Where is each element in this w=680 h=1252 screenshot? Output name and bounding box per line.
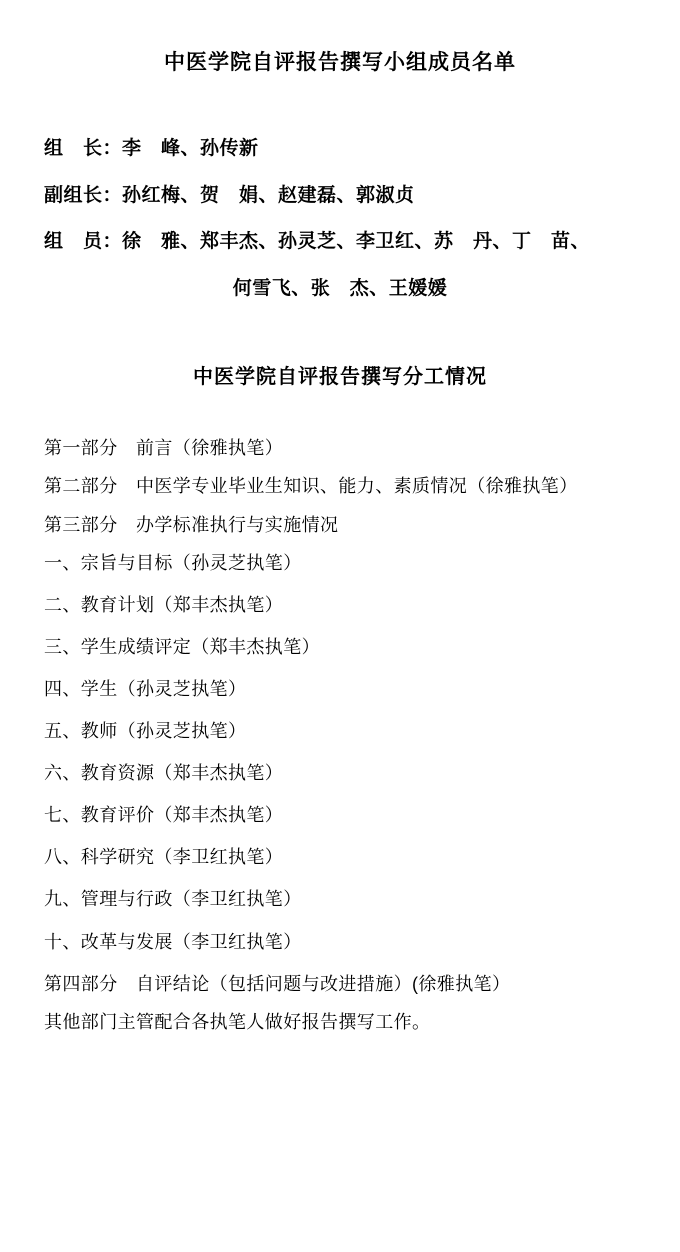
roster-line: 何雪飞、张 杰、王媛媛	[232, 277, 448, 299]
assignment-item: 第三部分 办学标准执行与实施情况	[44, 514, 339, 535]
assignment-item: 第二部分 中医学专业毕业生知识、能力、素质情况（徐雅执笔）	[44, 476, 578, 497]
assignment-item: 六、教育资源（郑丰杰执笔）	[44, 763, 284, 784]
document-page	[0, 48, 680, 1252]
assignment-item: 四、学生（孙灵芝执笔）	[44, 678, 247, 699]
roster-line: 副组长：孙红梅、贺 娟、赵建磊、郭淑贞	[44, 184, 415, 206]
roster-list	[44, 135, 636, 303]
assignment-footer-note: 其他部门主管配合各执笔人做好报告撰写工作。	[44, 1011, 431, 1032]
assignment-item: 八、科学研究（李卫红执笔）	[44, 847, 284, 868]
assignment-item: 三、学生成绩评定（郑丰杰执笔）	[44, 636, 320, 657]
assignment-item: 二、教育计划（郑丰杰执笔）	[44, 594, 284, 615]
assignment-item: 十、改革与发展（李卫红执笔）	[44, 931, 302, 952]
roster-line: 组 员：徐 雅、郑丰杰、孙灵芝、李卫红、苏 丹、丁 苗、	[44, 231, 591, 253]
assignment-item: 第四部分 自评结论（包括问题与改进措施）(徐雅执笔）	[44, 973, 511, 994]
page-title-roster: 中医学院自评报告撰写小组成员名单	[164, 51, 516, 74]
assignment-item: 五、教师（孙灵芝执笔）	[44, 721, 247, 742]
assignment-item: 九、管理与行政（李卫红执笔）	[44, 889, 302, 910]
assignment-item: 一、宗旨与目标（孙灵芝执笔）	[44, 552, 302, 573]
assignment-item: 第一部分 前言（徐雅执笔）	[44, 438, 284, 459]
page-title-assignments: 中医学院自评报告撰写分工情况	[193, 366, 487, 389]
spacer-after-title-2	[44, 391, 636, 435]
spacer-after-title-1	[44, 77, 636, 135]
roster-line: 组 长：李 峰、孙传新	[44, 138, 259, 160]
assignment-item: 七、教育评价（郑丰杰执笔）	[44, 805, 284, 826]
spacer-before-title-2	[44, 303, 636, 363]
assignment-list	[44, 435, 636, 1034]
